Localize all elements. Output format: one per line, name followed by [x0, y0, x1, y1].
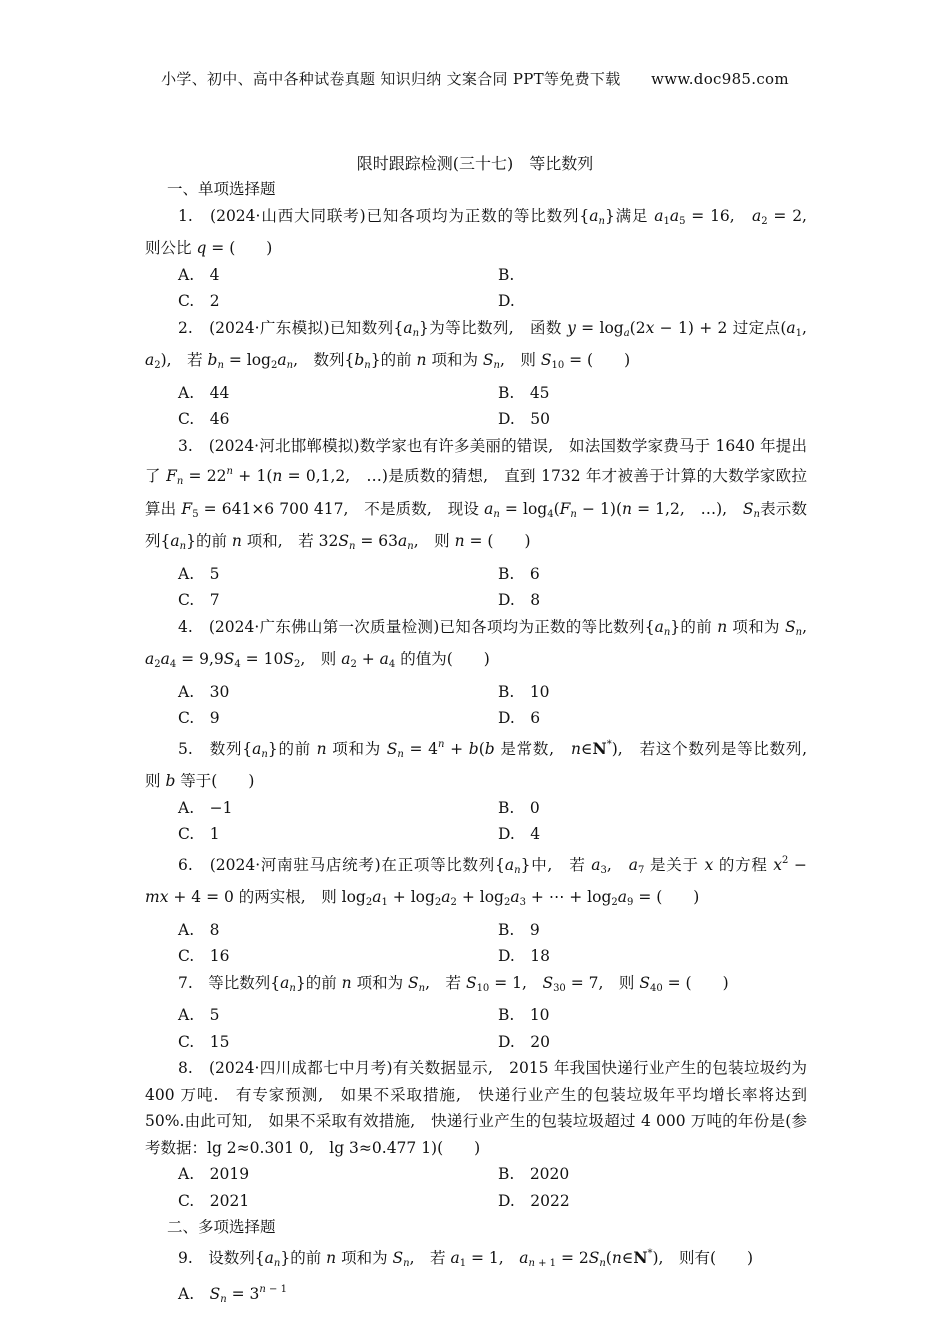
- question-5: 5. 数列$\{a_n\}$的前 n 项和为 $S_n = 4^n + b(b$ 是常数, n∈N*), 若这个数列是等比数列, 则 b 等于( ): [145, 738, 823, 790]
- question-1-options: [145, 262, 807, 315]
- question-5-options: [145, 795, 807, 848]
- option-a: A. 5: [178, 564, 220, 583]
- option-d: D. 20: [498, 1032, 551, 1051]
- section-single-choice: 一、单项选择题: [167, 180, 276, 198]
- option-d: D. 8: [498, 591, 541, 609]
- option-b: B. 45: [498, 383, 550, 402]
- option-c: C. 2: [178, 292, 220, 310]
- question-6: 6. (2024·河南驻马店统考)在正项等比数列$\{a_n\}$中, 若 $a_3$, $a_7$ 是关于 x 的方程 $x^2$ − mx + 4 = 0 的两实根, 则 $\log_2a_1 + \log_2a_2 + \log_2a_3$ + ⋯ + $\log_2a_9$ = ( ): [145, 854, 808, 908]
- option-d: D.: [498, 292, 515, 310]
- question-2: 2. (2024·广东模拟)已知数列$\{a_n\}$为等比数列, 函数 $y = \log_a(2x - 1) + 2$ 过定点($a_1$, $a_2$), 若 $b_n = \log_2a_n$, 数列$\{b_n\}$的前 n 项和为 $S_n$, 则 $S_{10}$ = ( ): [145, 318, 823, 371]
- option-b: B.: [498, 265, 515, 284]
- option-c: C. 1: [178, 825, 220, 843]
- option-b: B. 2020: [498, 1165, 570, 1183]
- option-b: B. 0: [498, 798, 540, 817]
- question-6-options: [145, 917, 807, 970]
- question-8: 8. (2024·四川成都七中月考)有关数据显示, 2015 年我国快递行业产生的包装垃圾约为 400 万吨. 有专家预测, 如果不采取措施, 快递行业产生的包装垃圾年平均增长率将达到 50%.由此可知, 如果不采取有效措施, 快递行业产生的包装垃圾超过 4 000 万吨的年份是(参考数据：lg 2≈0.301 0, lg 3≈0.477 1)( ): [145, 1059, 807, 1157]
- page-header: 小学、初中、高中各种试卷真题 知识归纳 文案合同 PPT等免费下载 www.doc985.com: [161, 70, 789, 88]
- option-c: C. 9: [178, 709, 220, 727]
- question-3-options: [145, 561, 807, 614]
- option-c: C. 15: [178, 1032, 230, 1051]
- question-1: 1. (2024·山西大同联考)已知各项均为正数的等比数列$\{a_n\}$满足 $a_1a_5 = 16$, $a_2 = 2$, 则公比 q = ( ): [145, 206, 823, 257]
- option-a: A. 5: [178, 1006, 220, 1024]
- question-7: 7. 等比数列$\{a_n\}$的前 n 项和为 $S_n$, 若 $S_{10} = 1$, $S_{30} = 7$, 则 $S_{40}$ = ( ): [178, 973, 729, 994]
- question-8-options: [145, 1161, 807, 1214]
- option-d: D. 4: [498, 825, 541, 843]
- section-multiple-choice: 二、多项选择题: [167, 1218, 276, 1236]
- option-c: C. 7: [178, 591, 220, 609]
- option-c: C. 2021: [178, 1191, 250, 1210]
- option-a: A. 4: [178, 265, 220, 284]
- question-9-options: [145, 1277, 807, 1304]
- question-9: 9. 设数列$\{a_n\}$的前 n 项和为 $S_n$, 若 $a_1 = 1$, $a_{n + 1}$ = $2S_n(n\in N^*)$, 则有( ): [178, 1247, 754, 1269]
- question-3: 3. (2024·河北邯郸模拟)数学家也有许多美丽的错误, 如法国数学家费马于 1640 年提出了 $F_n = 22^n + 1(n = 0,1,2$, …)是质数的猜想, 直到 1732 年才被善于计算的大数学家欧拉算出 $F_5 = 641\times 6$ 700 417, 不是质数, 现设 $a_n = \log_4(F_n - 1)(n = 1,2$, …), $S_n$表示数列$\{a_n\}$的前 n 项和, 若 $32S_n = 63a_n$, 则 n = ( ): [145, 436, 808, 552]
- option-a: A. 30: [178, 682, 230, 701]
- question-4: 4. (2024·广东佛山第一次质量检测)已知各项均为正数的等比数列$\{a_n\}$的前 n 项和为 $S_n$, $a_2a_4 = 9,9S_4 = 10S_2$, 则 $a_2 + a_4$ 的值为( ): [145, 617, 823, 670]
- option-a: A. 8: [178, 920, 220, 939]
- option-d: D. 6: [498, 709, 541, 727]
- option-a: A. −1: [178, 798, 233, 817]
- page-title: 限时跟踪检测(三十七) 等比数列: [356, 154, 594, 173]
- option-d: D. 50: [498, 410, 551, 428]
- option-a: A. 44: [178, 383, 230, 402]
- question-7-options: [145, 1002, 807, 1055]
- option-c: C. 16: [178, 947, 230, 965]
- question-list: [145, 176, 823, 1305]
- option-a: A. 2019: [178, 1165, 250, 1183]
- option-b: B. 10: [498, 682, 550, 701]
- question-2-options: [145, 380, 807, 433]
- option-b: B. 6: [498, 564, 540, 583]
- option-d: D. 2022: [498, 1191, 570, 1210]
- option-a: A. $S_n = 3^{n - 1}$: [178, 1284, 287, 1305]
- option-d: D. 18: [498, 947, 551, 965]
- question-4-options: [145, 679, 807, 732]
- option-b: B. 10: [498, 1006, 550, 1024]
- option-b: B. 9: [498, 920, 540, 939]
- option-c: C. 46: [178, 410, 230, 428]
